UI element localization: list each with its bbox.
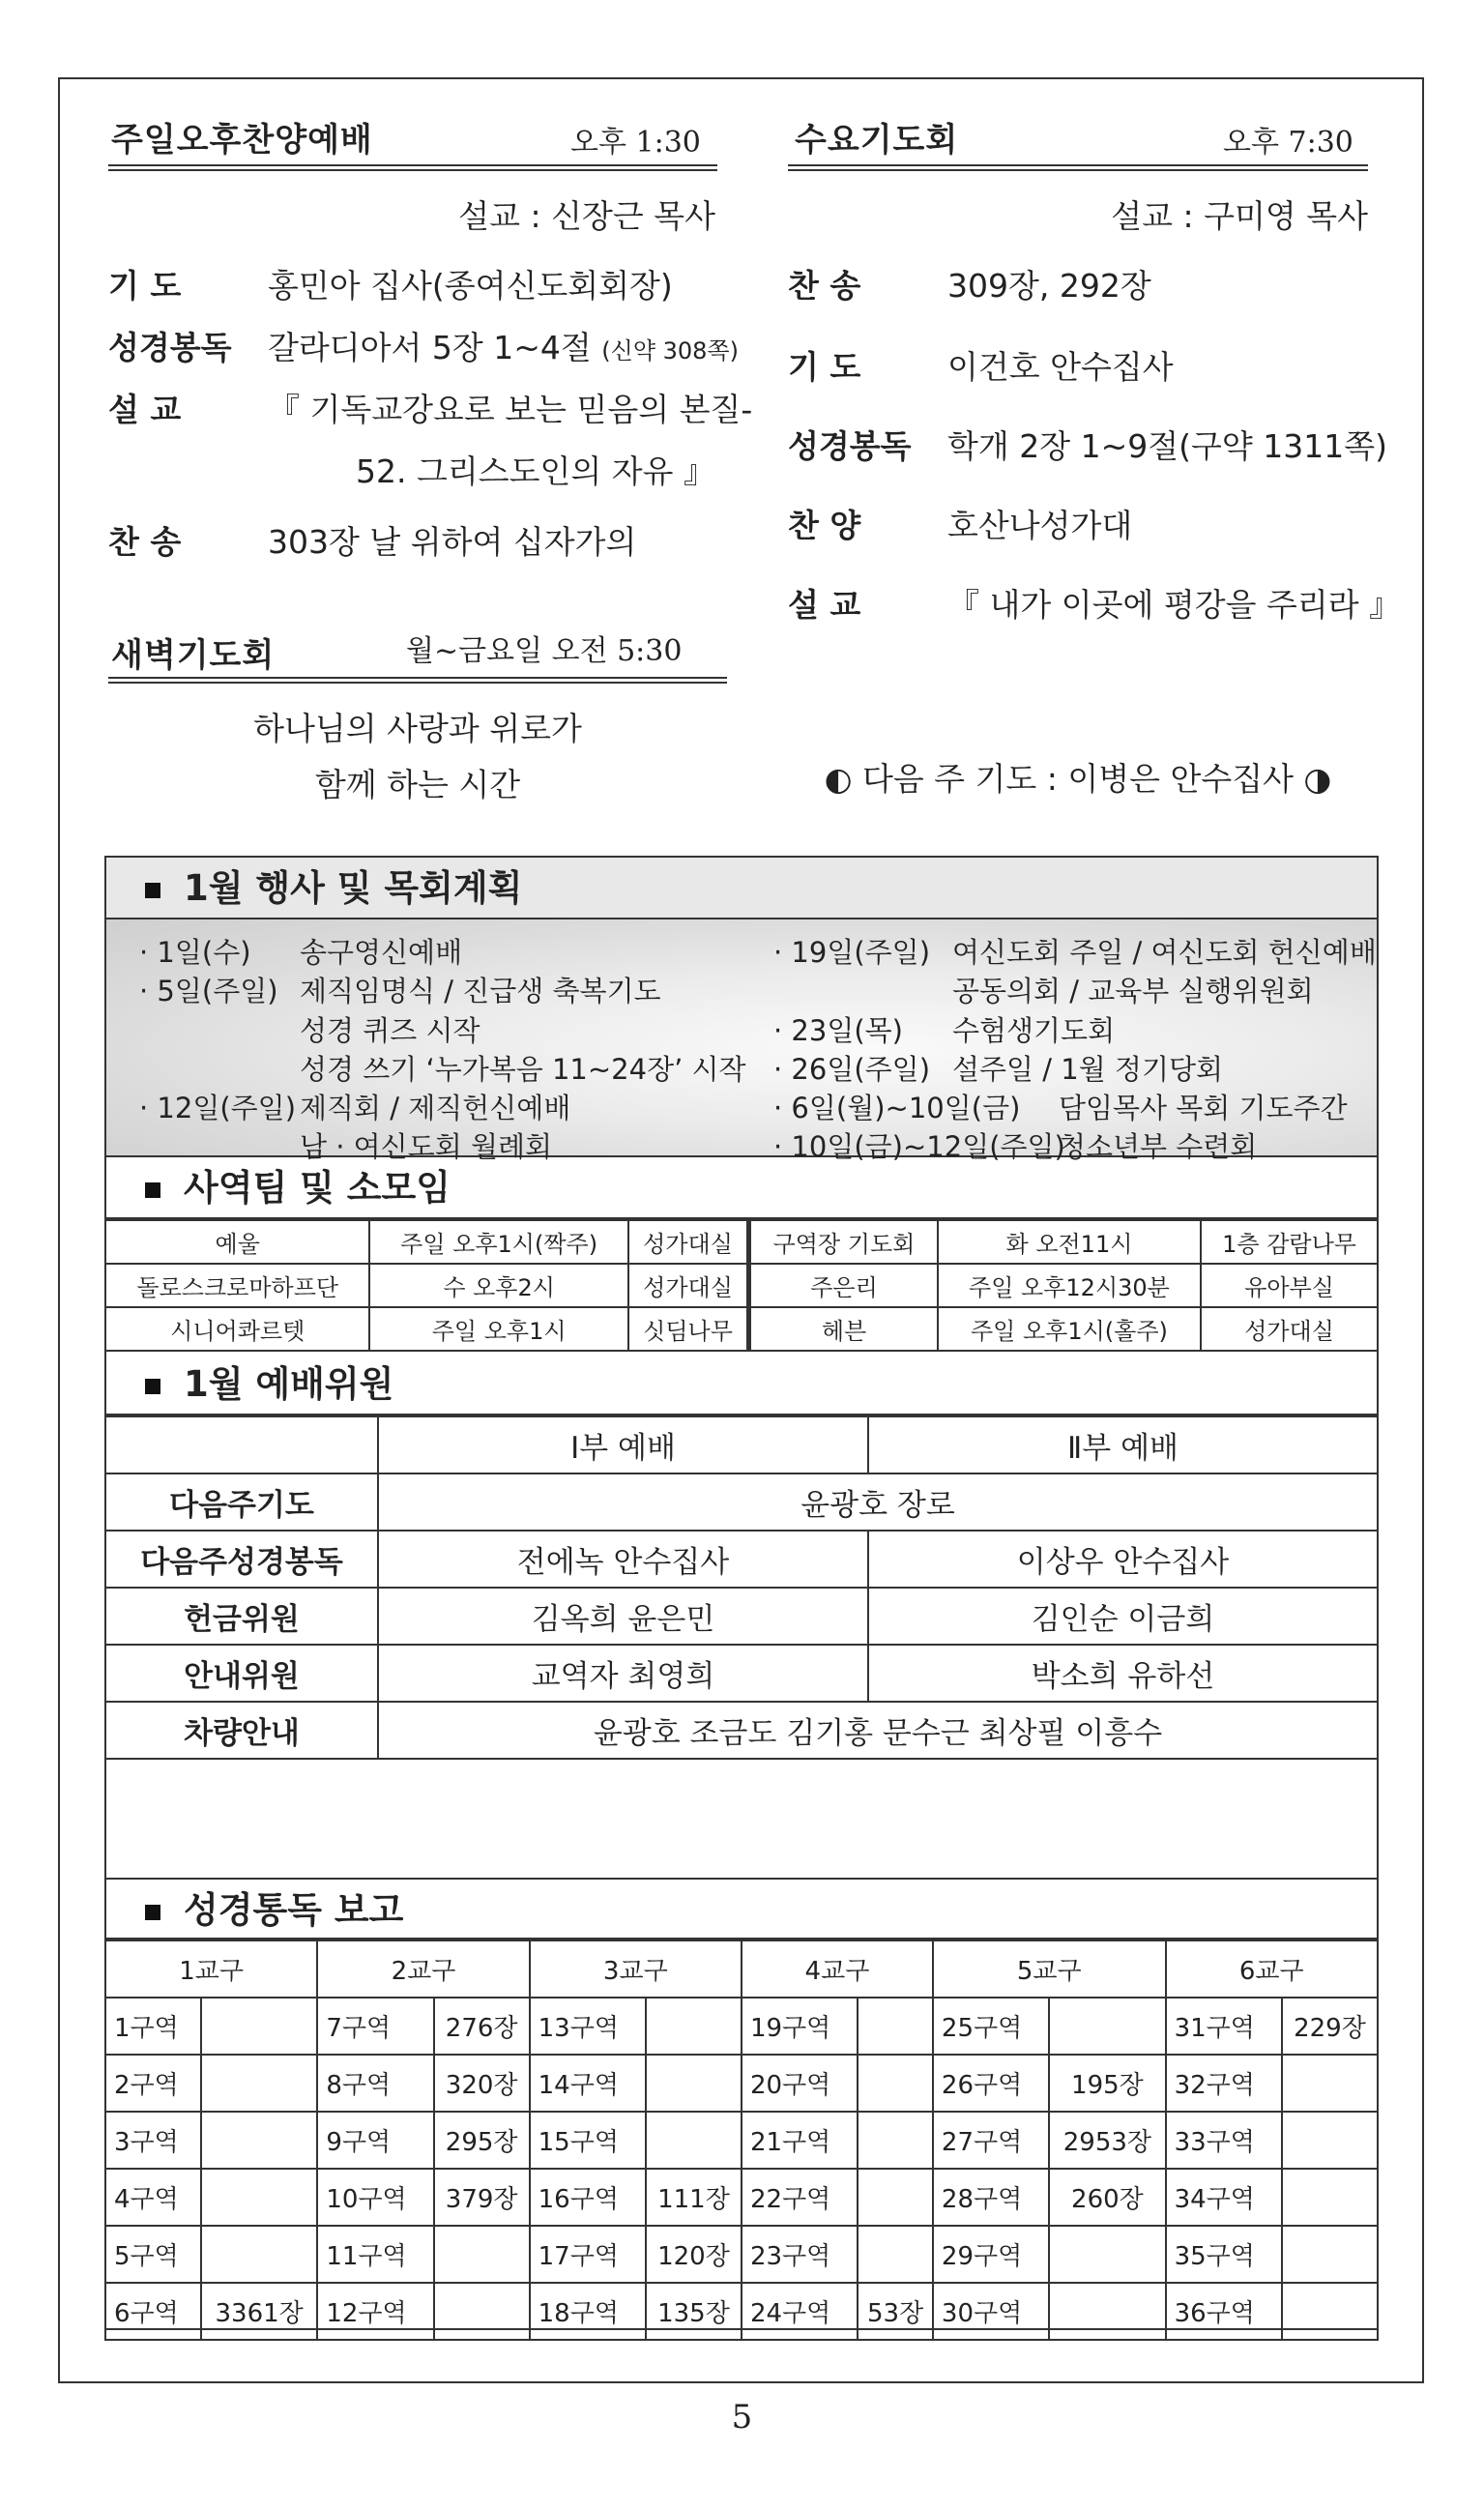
chapters-read-cell <box>1049 2226 1165 2283</box>
event-text: 송구영신예배 <box>300 936 463 969</box>
role-value: 윤광호 조금도 김기홍 문수근 최상필 이흥수 <box>378 1702 1378 1759</box>
chapters-read-cell <box>858 2055 933 2112</box>
chapters-read-cell: 276장 <box>434 1998 530 2055</box>
section-cell: 14구역 <box>530 2055 646 2112</box>
role-value: 김옥희 윤은민 <box>378 1588 868 1645</box>
chapters-read-cell: 135장 <box>646 2283 742 2340</box>
sunday-sermon-label: 설 교 <box>108 391 182 428</box>
table-row <box>105 2112 1378 2169</box>
sunday-service-time: 오후 1:30 <box>570 126 701 160</box>
district-header: 5교구 <box>933 1940 1166 1998</box>
section-cell: 21구역 <box>742 2112 858 2169</box>
event-date: · 23일(목) <box>773 1014 903 1047</box>
chapters-read-cell <box>434 2226 530 2283</box>
section-cell: 12구역 <box>317 2283 433 2340</box>
event-text: 청소년부 수련회 <box>1059 1130 1258 1163</box>
chapters-read-cell: 229장 <box>1282 1998 1378 2055</box>
district-header: 4교구 <box>742 1940 933 1998</box>
bible-report-rows <box>105 1998 1378 2340</box>
chapters-read-cell: 320장 <box>434 2055 530 2112</box>
bible-report-header <box>106 1878 1377 1940</box>
table-row <box>105 1220 1378 1264</box>
section-cell: 32구역 <box>1166 2055 1282 2112</box>
chapters-read-cell <box>646 2055 742 2112</box>
chapters-read-cell <box>1049 2283 1165 2340</box>
sunday-hymn-row <box>108 517 636 563</box>
chapters-read-cell <box>858 1998 933 2055</box>
wednesday-prayer-value: 이건호 안수집사 <box>947 348 1174 386</box>
table-cell: 시니어콰르텟 <box>105 1307 369 1351</box>
event-date: · 12일(주일) <box>139 1092 297 1124</box>
bible-report-table <box>104 1940 1379 2341</box>
table-cell: 성가대실 <box>1201 1307 1378 1351</box>
sunday-prayer-row <box>108 261 673 306</box>
events-title: 1월 행사 및 목회계획 <box>184 867 523 909</box>
role-value: 김인순 이금희 <box>868 1588 1378 1645</box>
section-cell: 1구역 <box>105 1998 201 2055</box>
square-bullet-icon <box>145 1182 160 1198</box>
section-cell: 16구역 <box>530 2169 646 2226</box>
event-text: 공동의회 / 교육부 실행위원회 <box>952 975 1314 1007</box>
worship-col2-header: Ⅱ부 예배 <box>868 1416 1378 1473</box>
chapters-read-cell <box>201 2112 317 2169</box>
chapters-read-cell <box>1282 2226 1378 2283</box>
table-cell: 주일 오후1시(짝주) <box>369 1220 627 1264</box>
district-header: 1교구 <box>105 1940 317 1998</box>
table-row <box>105 1473 1378 1531</box>
chapters-read-cell: 3361장 <box>201 2283 317 2340</box>
section-cell: 25구역 <box>933 1998 1049 2055</box>
teams-title: 사역팀 및 소모임 <box>184 1167 451 1209</box>
section-cell: 27구역 <box>933 2112 1049 2169</box>
table-cell: 돌로스크로마하프단 <box>105 1264 369 1307</box>
role-value: 윤광호 장로 <box>378 1473 1378 1531</box>
sunday-reading-value: 갈라디아서 5장 1~4절 <box>268 329 592 366</box>
wednesday-sermon-row <box>788 580 1401 626</box>
event-date: · 19일(주일) <box>773 936 931 969</box>
chapters-read-cell: 295장 <box>434 2112 530 2169</box>
table-cell: 수 오후2시 <box>369 1264 627 1307</box>
event-text: 수험생기도회 <box>952 1014 1116 1047</box>
teams-header <box>106 1157 1377 1219</box>
section-cell: 13구역 <box>530 1998 646 2055</box>
square-bullet-icon <box>145 1379 160 1394</box>
event-text: 성경 쓰기 ‘누가복음 11~24장’ 시작 <box>300 1053 746 1086</box>
section-cell: 4구역 <box>105 2169 201 2226</box>
worship-roles-header <box>106 1354 1377 1415</box>
table-cell: 유아부실 <box>1201 1264 1378 1307</box>
chapters-read-cell <box>646 1998 742 2055</box>
event-date: · 10일(금)~12일(주일) <box>773 1130 1065 1163</box>
role-value: 이상우 안수집사 <box>868 1531 1378 1588</box>
square-bullet-icon <box>145 883 160 898</box>
table-row <box>105 1264 1378 1307</box>
table-row <box>105 1998 1378 2055</box>
chapters-read-cell <box>858 2169 933 2226</box>
chapters-read-cell <box>858 2226 933 2283</box>
chapters-read-cell: 111장 <box>646 2169 742 2226</box>
wednesday-reading-label: 성경봉독 <box>788 427 912 465</box>
dawn-prayer-line1: 하나님의 사랑과 위로가 <box>253 710 582 747</box>
event-date: · 1일(수) <box>139 936 251 969</box>
chapters-read-cell <box>434 2283 530 2340</box>
sunday-preacher: 설교 : 신장근 목사 <box>458 197 715 235</box>
wednesday-choir-label: 찬 양 <box>788 507 861 544</box>
dawn-prayer-time: 월~금요일 오전 5:30 <box>406 634 683 668</box>
dawn-prayer-rule <box>108 677 727 684</box>
section-cell: 24구역 <box>742 2283 858 2340</box>
section-cell: 6구역 <box>105 2283 201 2340</box>
role-label: 헌금위원 <box>105 1588 378 1645</box>
chapters-read-cell: 53장 <box>858 2283 933 2340</box>
table-cell: 화 오전11시 <box>938 1220 1201 1264</box>
table-row <box>105 1416 1378 1473</box>
role-value: 박소희 유하선 <box>868 1645 1378 1702</box>
section-cell: 11구역 <box>317 2226 433 2283</box>
worship-col1-header: Ⅰ부 예배 <box>378 1416 868 1473</box>
sunday-sermon-line1: 『 기독교강요로 보는 믿음의 본질- <box>268 391 753 428</box>
section-cell: 33구역 <box>1166 2112 1282 2169</box>
chapters-read-cell: 2953장 <box>1049 2112 1165 2169</box>
wednesday-prayer-label: 기 도 <box>788 348 861 386</box>
event-text: 여신도회 주일 / 여신도회 헌신예배 <box>952 936 1377 969</box>
page-number: 5 <box>731 2398 753 2436</box>
sunday-sermon-row <box>108 385 752 430</box>
chapters-read-cell: 260장 <box>1049 2169 1165 2226</box>
wednesday-hymn-value: 309장, 292장 <box>947 267 1151 305</box>
events-panel <box>106 919 1377 1163</box>
chapters-read-cell <box>201 2226 317 2283</box>
table-row <box>105 1307 1378 1351</box>
wednesday-hymn-row <box>788 261 1151 306</box>
section-cell: 15구역 <box>530 2112 646 2169</box>
role-label: 다음주성경봉독 <box>105 1531 378 1588</box>
event-text: 성경 퀴즈 시작 <box>300 1014 480 1047</box>
table-cell: 주은리 <box>749 1264 938 1307</box>
wednesday-choir-value: 호산나성가대 <box>947 507 1133 544</box>
district-header: 2교구 <box>317 1940 529 1998</box>
sunday-reading-row <box>108 323 739 368</box>
sunday-service-rule <box>108 164 717 171</box>
table-row <box>105 1940 1378 1998</box>
section-cell: 7구역 <box>317 1998 433 2055</box>
table-cell: 1층 감람나무 <box>1201 1220 1378 1264</box>
event-text: 제직회 / 제직헌신예배 <box>300 1092 571 1124</box>
dawn-prayer-title: 새벽기도회 <box>111 636 276 675</box>
sunday-hymn-label: 찬 송 <box>108 523 182 561</box>
role-value: 교역자 최영희 <box>378 1645 868 1702</box>
next-week-prayer: ◐ 다음 주 기도 : 이병은 안수집사 ◑ <box>824 760 1332 798</box>
dawn-prayer-line2: 함께 하는 시간 <box>314 766 521 803</box>
section-cell: 17구역 <box>530 2226 646 2283</box>
section-cell: 28구역 <box>933 2169 1049 2226</box>
role-label: 다음주기도 <box>105 1473 378 1531</box>
section-cell: 3구역 <box>105 2112 201 2169</box>
section-cell: 8구역 <box>317 2055 433 2112</box>
wednesday-rule <box>788 164 1368 171</box>
schedule-box <box>104 856 1379 2330</box>
section-cell: 30구역 <box>933 2283 1049 2340</box>
sunday-prayer-label: 기 도 <box>108 267 182 305</box>
table-row <box>105 1702 1378 1759</box>
section-cell: 10구역 <box>317 2169 433 2226</box>
sunday-sermon-line2: 52. 그리스도인의 자유 』 <box>356 452 715 490</box>
chapters-read-cell <box>1282 2055 1378 2112</box>
table-row <box>105 2226 1378 2283</box>
wednesday-time: 오후 7:30 <box>1223 126 1353 160</box>
district-header: 3교구 <box>530 1940 742 1998</box>
chapters-read-cell <box>858 2112 933 2169</box>
table-cell: 성가대실 <box>628 1264 749 1307</box>
section-cell: 34구역 <box>1166 2169 1282 2226</box>
section-cell: 22구역 <box>742 2169 858 2226</box>
section-cell: 18구역 <box>530 2283 646 2340</box>
table-cell: 주일 오후12시30분 <box>938 1264 1201 1307</box>
chapters-read-cell: 120장 <box>646 2226 742 2283</box>
table-cell <box>105 1416 378 1473</box>
section-cell: 2구역 <box>105 2055 201 2112</box>
wednesday-hymn-label: 찬 송 <box>788 267 861 305</box>
table-row <box>105 1645 1378 1702</box>
teams-table <box>104 1219 1379 1352</box>
worship-roles-title: 1월 예배위원 <box>184 1363 394 1405</box>
section-cell: 29구역 <box>933 2226 1049 2283</box>
sunday-reading-note: (신약 308쪽) <box>601 337 739 365</box>
district-header: 6교구 <box>1166 1940 1378 1998</box>
event-text: 설주일 / 1월 정기당회 <box>952 1053 1223 1086</box>
section-cell: 26구역 <box>933 2055 1049 2112</box>
chapters-read-cell <box>201 2055 317 2112</box>
section-cell: 36구역 <box>1166 2283 1282 2340</box>
sunday-hymn-value: 303장 날 위하여 십자가의 <box>268 523 637 561</box>
wednesday-title: 수요기도회 <box>795 121 959 160</box>
table-cell: 주일 오후1시(홀주) <box>938 1307 1201 1351</box>
worship-roles-table <box>104 1415 1379 1760</box>
section-cell: 35구역 <box>1166 2226 1282 2283</box>
table-cell: 예울 <box>105 1220 369 1264</box>
event-text: 제직임명식 / 진급생 축복기도 <box>300 975 661 1007</box>
table-cell: 구역장 기도회 <box>749 1220 938 1264</box>
chapters-read-cell <box>646 2112 742 2169</box>
event-text: 담임목사 목회 기도주간 <box>1059 1092 1348 1124</box>
table-row <box>105 2055 1378 2112</box>
role-label: 차량안내 <box>105 1702 378 1759</box>
wednesday-sermon-label: 설 교 <box>788 586 861 624</box>
sunday-prayer-value: 홍민아 집사(종여신도회회장) <box>268 267 673 305</box>
chapters-read-cell: 379장 <box>434 2169 530 2226</box>
role-label: 안내위원 <box>105 1645 378 1702</box>
section-cell: 9구역 <box>317 2112 433 2169</box>
section-cell: 20구역 <box>742 2055 858 2112</box>
chapters-read-cell: 195장 <box>1049 2055 1165 2112</box>
section-cell: 31구역 <box>1166 1998 1282 2055</box>
chapters-read-cell <box>1049 1998 1165 2055</box>
event-date: · 5일(주일) <box>139 975 278 1007</box>
wednesday-reading-value: 학개 2장 1~9절(구약 1311쪽) <box>947 427 1387 465</box>
chapters-read-cell <box>1282 2283 1378 2340</box>
events-header <box>106 858 1377 919</box>
chapters-read-cell <box>201 1998 317 2055</box>
chapters-read-cell <box>201 2169 317 2226</box>
square-bullet-icon <box>145 1905 160 1920</box>
wednesday-preacher: 설교 : 구미영 목사 <box>1111 197 1368 235</box>
wednesday-choir-row <box>788 501 1132 546</box>
table-row <box>105 2283 1378 2340</box>
chapters-read-cell <box>1282 2169 1378 2226</box>
table-row <box>105 1588 1378 1645</box>
section-cell: 23구역 <box>742 2226 858 2283</box>
wednesday-prayer-row <box>788 342 1174 388</box>
sunday-reading-label: 성경봉독 <box>108 329 232 366</box>
bible-report-title: 성경통독 보고 <box>184 1889 404 1931</box>
event-date: · 26일(주일) <box>773 1053 931 1086</box>
role-value: 전에녹 안수집사 <box>378 1531 868 1588</box>
section-cell: 19구역 <box>742 1998 858 2055</box>
event-text: 남 · 여신도회 월례회 <box>300 1130 552 1163</box>
section-cell: 5구역 <box>105 2226 201 2283</box>
wednesday-sermon-value: 『 내가 이곳에 평강을 주리라 』 <box>947 586 1402 624</box>
wednesday-reading-row <box>788 422 1387 467</box>
event-date: · 6일(월)~10일(금) <box>773 1092 1021 1124</box>
table-cell: 싯딤나무 <box>628 1307 749 1351</box>
chapters-read-cell <box>1282 2112 1378 2169</box>
table-row <box>105 1531 1378 1588</box>
table-cell: 성가대실 <box>628 1220 749 1264</box>
table-cell: 주일 오후1시 <box>369 1307 627 1351</box>
table-row <box>105 2169 1378 2226</box>
table-cell: 헤븐 <box>749 1307 938 1351</box>
sunday-service-title: 주일오후찬양예배 <box>111 121 373 160</box>
